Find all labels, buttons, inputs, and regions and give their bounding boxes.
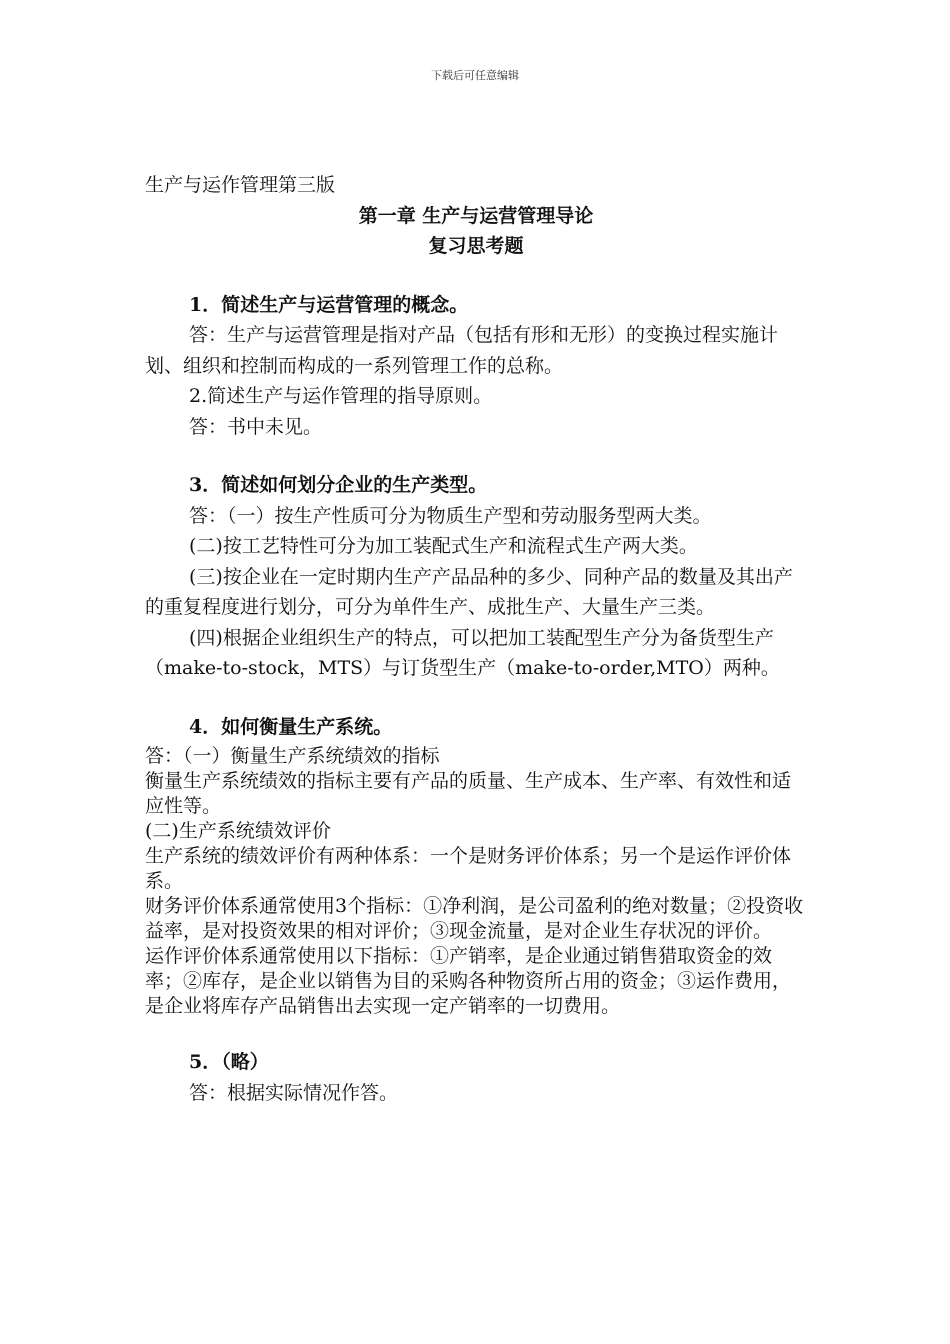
spacer [145, 442, 807, 470]
question-3: 3．简述如何划分企业的生产类型。 [189, 474, 488, 496]
question-5: 5．（略） [189, 1051, 269, 1073]
answer-3-part-2: (二)按工艺特性可分为加工装配式生产和流程式生产两大类。 [189, 535, 698, 557]
spacer [145, 1019, 807, 1047]
answer-3-part-4: (四)根据企业组织生产的特点，可以把加工装配型生产分为备货型生产（make-to-stock，MTS）与订货型生产（make-to-order,MTO）两种。 [145, 626, 780, 679]
answer-4-line: (二)生产系统绩效评价 [145, 820, 331, 842]
answer-4-line: 生产系统的绩效评价有两种体系：一个是财务评价体系；另一个是运作评价体系。 [145, 845, 792, 892]
section-subtitle: 复习思考题 [428, 235, 524, 257]
answer-3-part-3: (三)按企业在一定时期内生产产品品种的多少、同种产品的数量及其出产的重复程度进行划分，可分为单件生产、成批生产、大量生产三类。 [145, 565, 793, 618]
answer-2: 答：书中未见。 [189, 415, 323, 438]
question-1: 1．简述生产与运营管理的概念。 [189, 293, 469, 316]
answer-5: 答：根据实际情况作答。 [189, 1081, 399, 1104]
document-body [145, 170, 807, 1108]
answer-3-part-1: 答：（一）按生产性质可分为物质生产型和劳动服务型两大类。 [189, 504, 712, 527]
document-title: 生产与运作管理第三版 [145, 174, 336, 196]
answer-4-line: 运作评价体系通常使用以下指标：①产销率，是企业通过销售猎取资金的效率；②库存，是企业以销售为目的采购各种物资所占用的资金；③运作费用，是企业将库存产品销售出去实现一定产销率的一切费用。 [145, 945, 792, 1017]
spacer [145, 684, 807, 712]
header-note: 下载后可任意编辑 [431, 69, 519, 82]
answer-1: 答：生产与运营管理是指对产品（包括有形和无形）的变换过程实施计划、组织和控制而构成的一系列管理工作的总称。 [145, 324, 779, 377]
chapter-title: 第一章 生产与运营管理导论 [358, 204, 594, 227]
answer-4-line: 财务评价体系通常使用3个指标：①净利润，是公司盈利的绝对数量；②投资收益率，是对投资效果的相对评价；③现金流量，是对企业生存状况的评价。 [145, 895, 804, 942]
question-2: 2.简述生产与运作管理的指导原则。 [189, 385, 493, 407]
spacer [145, 262, 807, 290]
question-4: 4．如何衡量生产系统。 [189, 715, 393, 738]
answer-4-line: 答：（一）衡量生产系统绩效的指标 [145, 745, 440, 767]
answer-4-line: 衡量生产系统绩效的指标主要有产品的质量、生产成本、生产率、有效性和适应性等。 [145, 770, 792, 817]
